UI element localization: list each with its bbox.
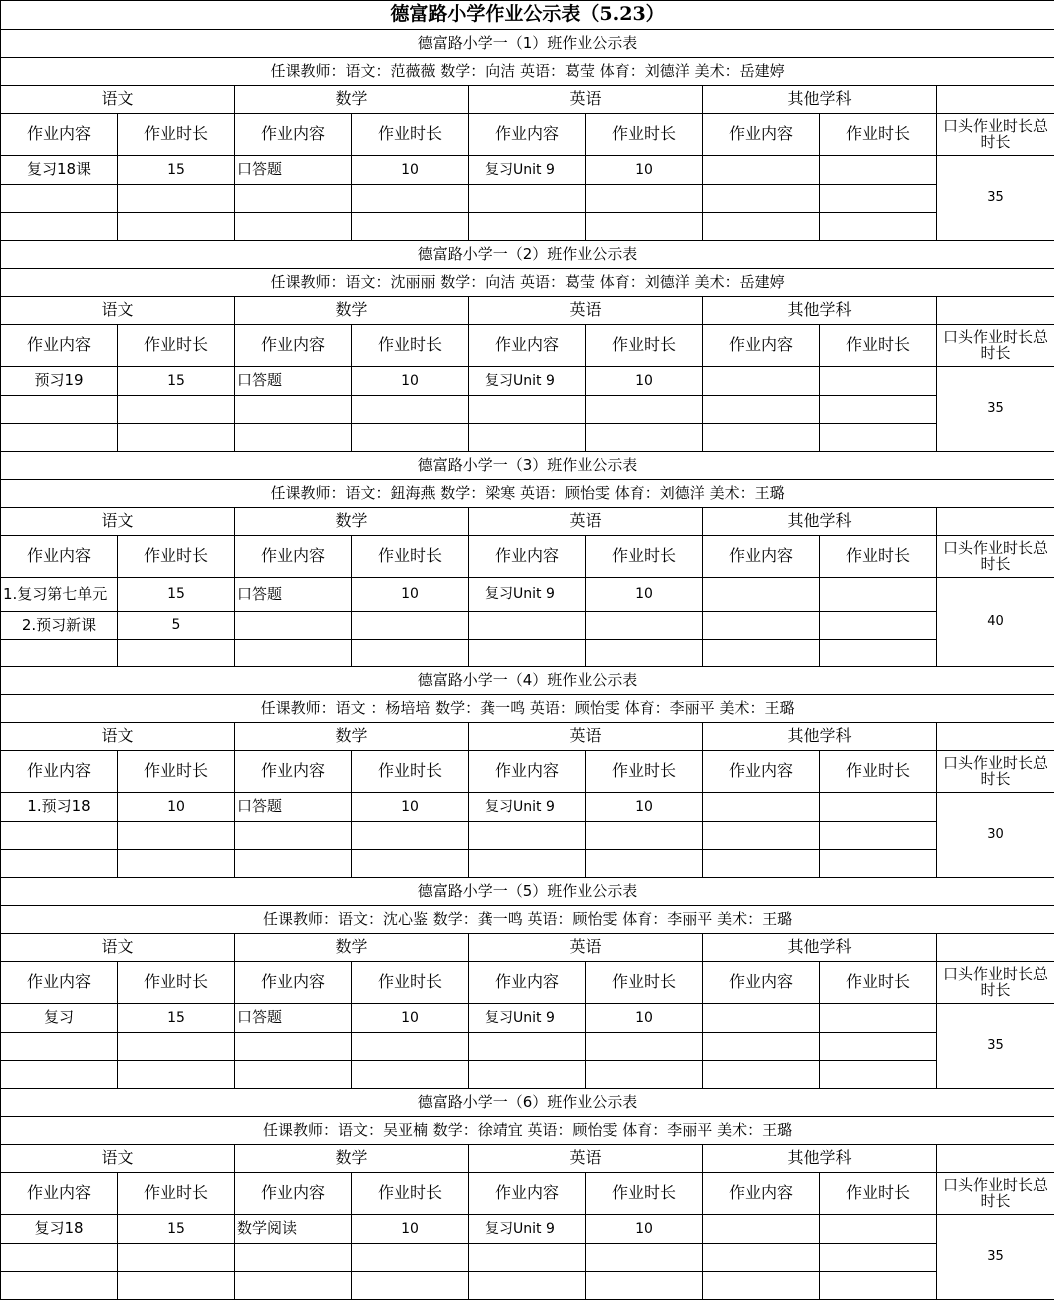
math-content — [235, 640, 352, 667]
page-title: 德富路小学作业公示表（5.23） — [1, 1, 1054, 30]
math-content — [235, 612, 352, 640]
math-duration: 10 — [352, 367, 469, 396]
math-duration: 10 — [352, 1004, 469, 1033]
teachers-line: 任课教师：语文：吴亚楠 数学：徐靖宜 英语：顾怡雯 体育：李丽平 美术：王璐 — [1, 1117, 1054, 1145]
table-row — [1, 640, 1054, 667]
col-oral-total-header: 口头作业时长总时长 — [937, 751, 1054, 793]
table-row — [1, 850, 1054, 878]
col-content-header: 作业内容 — [703, 536, 820, 578]
chinese-content — [1, 640, 118, 667]
class-name: 德富路小学一（1）班作业公示表 — [1, 30, 1054, 58]
chinese-duration — [118, 185, 235, 213]
subject-header: 英语 — [469, 297, 703, 325]
subject-header: 语文 — [1, 297, 235, 325]
other-content — [703, 1061, 820, 1089]
subject-header: 其他学科 — [703, 934, 937, 962]
math-content — [235, 185, 352, 213]
class-header-row — [1, 30, 1054, 58]
subject-header: 英语 — [469, 723, 703, 751]
class-name: 德富路小学一（2）班作业公示表 — [1, 241, 1054, 269]
table-row — [1, 1061, 1054, 1089]
english-content: 复习Unit 9 — [469, 367, 586, 396]
other-content — [703, 185, 820, 213]
teachers-line: 任课教师：语文：鈕海燕 数学：梁寒 英语：顾怡雯 体育：刘德洋 美术：王璐 — [1, 480, 1054, 508]
table-row — [1, 793, 1054, 822]
col-duration-header: 作业时长 — [820, 962, 937, 1004]
oral-total-value: 35 — [937, 1004, 1054, 1089]
other-duration — [820, 367, 937, 396]
col-content-header: 作业内容 — [469, 114, 586, 156]
chinese-content — [1, 213, 118, 241]
english-duration: 10 — [586, 793, 703, 822]
other-duration — [820, 213, 937, 241]
subject-header: 语文 — [1, 934, 235, 962]
english-duration — [586, 1061, 703, 1089]
math-content: 口答题 — [235, 367, 352, 396]
table-row — [1, 156, 1054, 185]
english-duration — [586, 1244, 703, 1272]
math-content — [235, 850, 352, 878]
english-content — [469, 640, 586, 667]
col-content-header: 作业内容 — [1, 962, 118, 1004]
math-duration — [352, 850, 469, 878]
col-duration-header: 作业时长 — [820, 114, 937, 156]
chinese-content — [1, 185, 118, 213]
other-duration — [820, 822, 937, 850]
col-duration-header: 作业时长 — [118, 962, 235, 1004]
other-duration — [820, 1061, 937, 1089]
other-content — [703, 367, 820, 396]
english-duration: 10 — [586, 1004, 703, 1033]
english-content: 复习Unit 9 — [469, 1004, 586, 1033]
chinese-duration — [118, 1272, 235, 1300]
col-duration-header: 作业时长 — [586, 536, 703, 578]
chinese-duration: 5 — [118, 612, 235, 640]
class-header-row — [1, 452, 1054, 480]
col-duration-header: 作业时长 — [586, 1173, 703, 1215]
col-content-header: 作业内容 — [469, 1173, 586, 1215]
col-content-header: 作业内容 — [703, 1173, 820, 1215]
other-content — [703, 1272, 820, 1300]
other-content — [703, 156, 820, 185]
col-content-header: 作业内容 — [703, 962, 820, 1004]
math-duration — [352, 424, 469, 452]
col-duration-header: 作业时长 — [352, 1173, 469, 1215]
teachers-line: 任课教师：语文 ：杨培培 数学：龚一鸣 英语：顾怡雯 体育：李丽平 美术：王璐 — [1, 695, 1054, 723]
col-content-header: 作业内容 — [469, 536, 586, 578]
subject-header: 数学 — [235, 508, 469, 536]
col-duration-header: 作业时长 — [118, 114, 235, 156]
other-content — [703, 1004, 820, 1033]
other-duration — [820, 1004, 937, 1033]
other-content — [703, 612, 820, 640]
chinese-duration — [118, 1033, 235, 1061]
english-duration: 10 — [586, 578, 703, 612]
math-duration: 10 — [352, 793, 469, 822]
chinese-content — [1, 1272, 118, 1300]
chinese-duration: 15 — [118, 1004, 235, 1033]
subject-header: 其他学科 — [703, 86, 937, 114]
subject-header-blank — [937, 508, 1054, 536]
table-row — [1, 1004, 1054, 1033]
english-content: 复习Unit 9 — [469, 793, 586, 822]
col-content-header: 作业内容 — [1, 325, 118, 367]
math-duration — [352, 640, 469, 667]
math-content: 口答题 — [235, 793, 352, 822]
english-duration — [586, 1272, 703, 1300]
chinese-duration: 15 — [118, 578, 235, 612]
chinese-duration: 15 — [118, 1215, 235, 1244]
table-row — [1, 185, 1054, 213]
class-header-row — [1, 667, 1054, 695]
english-content: 复习Unit 9 — [469, 578, 586, 612]
math-content: 数学阅读 — [235, 1215, 352, 1244]
col-duration-header: 作业时长 — [118, 751, 235, 793]
math-duration: 10 — [352, 578, 469, 612]
math-duration: 10 — [352, 156, 469, 185]
chinese-content — [1, 822, 118, 850]
subject-header: 英语 — [469, 1145, 703, 1173]
chinese-content: 1.预习18 — [1, 793, 118, 822]
col-content-header: 作业内容 — [235, 325, 352, 367]
other-duration — [820, 640, 937, 667]
other-content — [703, 1215, 820, 1244]
other-content — [703, 793, 820, 822]
subject-header: 其他学科 — [703, 297, 937, 325]
math-duration — [352, 822, 469, 850]
chinese-content — [1, 1033, 118, 1061]
col-content-header: 作业内容 — [1, 536, 118, 578]
english-duration — [586, 850, 703, 878]
subject-header: 数学 — [235, 723, 469, 751]
col-duration-header: 作业时长 — [586, 962, 703, 1004]
chinese-content — [1, 850, 118, 878]
english-content — [469, 396, 586, 424]
table-row — [1, 367, 1054, 396]
col-duration-header: 作业时长 — [820, 1173, 937, 1215]
subject-header: 英语 — [469, 934, 703, 962]
class-header-row — [1, 1089, 1054, 1117]
col-duration-header: 作业时长 — [118, 1173, 235, 1215]
english-content — [469, 185, 586, 213]
subject-header-blank — [937, 86, 1054, 114]
english-content: 复习Unit 9 — [469, 1215, 586, 1244]
math-duration — [352, 1244, 469, 1272]
english-duration — [586, 612, 703, 640]
math-content — [235, 424, 352, 452]
subject-header: 数学 — [235, 934, 469, 962]
subject-header: 数学 — [235, 297, 469, 325]
class-header-row — [1, 878, 1054, 906]
other-duration — [820, 396, 937, 424]
subject-header: 语文 — [1, 508, 235, 536]
subject-header: 语文 — [1, 723, 235, 751]
subject-header: 语文 — [1, 1145, 235, 1173]
english-duration — [586, 640, 703, 667]
col-duration-header: 作业时长 — [118, 325, 235, 367]
math-content — [235, 822, 352, 850]
subject-header: 其他学科 — [703, 1145, 937, 1173]
col-duration-header: 作业时长 — [352, 751, 469, 793]
col-duration-header: 作业时长 — [820, 751, 937, 793]
other-duration — [820, 1033, 937, 1061]
teachers-line: 任课教师：语文：范薇薇 数学：向洁 英语：葛莹 体育：刘德洋 美术：岳建婷 — [1, 58, 1054, 86]
math-duration: 10 — [352, 1215, 469, 1244]
class-header-row — [1, 241, 1054, 269]
col-content-header: 作业内容 — [469, 751, 586, 793]
other-content — [703, 822, 820, 850]
chinese-duration — [118, 1061, 235, 1089]
class-name: 德富路小学一（5）班作业公示表 — [1, 878, 1054, 906]
other-duration — [820, 1244, 937, 1272]
oral-total-value: 30 — [937, 793, 1054, 878]
col-content-header: 作业内容 — [703, 751, 820, 793]
subject-header: 其他学科 — [703, 508, 937, 536]
english-duration — [586, 1033, 703, 1061]
math-content — [235, 1272, 352, 1300]
other-duration — [820, 578, 937, 612]
class-name: 德富路小学一（6）班作业公示表 — [1, 1089, 1054, 1117]
english-duration — [586, 213, 703, 241]
class-name: 德富路小学一（3）班作业公示表 — [1, 452, 1054, 480]
col-content-header: 作业内容 — [703, 325, 820, 367]
math-content — [235, 213, 352, 241]
other-content — [703, 396, 820, 424]
other-duration — [820, 185, 937, 213]
table-row — [1, 1272, 1054, 1300]
subject-header-blank — [937, 1145, 1054, 1173]
table-row — [1, 578, 1054, 612]
col-duration-header: 作业时长 — [586, 325, 703, 367]
math-duration — [352, 185, 469, 213]
col-content-header: 作业内容 — [235, 1173, 352, 1215]
table-row — [1, 213, 1054, 241]
col-content-header: 作业内容 — [703, 114, 820, 156]
chinese-content: 预习19 — [1, 367, 118, 396]
english-duration: 10 — [586, 367, 703, 396]
table-row — [1, 1244, 1054, 1272]
col-content-header: 作业内容 — [469, 962, 586, 1004]
table-row — [1, 822, 1054, 850]
teachers-line: 任课教师：语文：沈心鉴 数学：龚一鸣 英语：顾怡雯 体育：李丽平 美术：王璐 — [1, 906, 1054, 934]
math-content — [235, 1033, 352, 1061]
math-duration — [352, 612, 469, 640]
col-content-header: 作业内容 — [1, 114, 118, 156]
english-content — [469, 1061, 586, 1089]
col-content-header: 作业内容 — [469, 325, 586, 367]
english-content — [469, 612, 586, 640]
other-duration — [820, 793, 937, 822]
chinese-duration — [118, 424, 235, 452]
chinese-content — [1, 1244, 118, 1272]
table-row — [1, 612, 1054, 640]
english-content: 复习Unit 9 — [469, 156, 586, 185]
math-content: 口答题 — [235, 578, 352, 612]
subject-header-blank — [937, 723, 1054, 751]
subject-header-blank — [937, 934, 1054, 962]
chinese-duration — [118, 822, 235, 850]
chinese-duration — [118, 850, 235, 878]
english-duration — [586, 822, 703, 850]
english-content — [469, 1244, 586, 1272]
col-content-header: 作业内容 — [235, 751, 352, 793]
math-duration — [352, 213, 469, 241]
math-content — [235, 396, 352, 424]
table-row — [1, 1033, 1054, 1061]
col-oral-total-header: 口头作业时长总时长 — [937, 536, 1054, 578]
col-oral-total-header: 口头作业时长总时长 — [937, 962, 1054, 1004]
other-duration — [820, 424, 937, 452]
col-content-header: 作业内容 — [235, 536, 352, 578]
col-duration-header: 作业时长 — [586, 114, 703, 156]
col-oral-total-header: 口头作业时长总时长 — [937, 114, 1054, 156]
other-content — [703, 850, 820, 878]
col-oral-total-header: 口头作业时长总时长 — [937, 1173, 1054, 1215]
chinese-duration — [118, 213, 235, 241]
math-duration — [352, 1033, 469, 1061]
english-content — [469, 822, 586, 850]
col-duration-header: 作业时长 — [820, 325, 937, 367]
col-duration-header: 作业时长 — [352, 325, 469, 367]
other-duration — [820, 1215, 937, 1244]
english-duration — [586, 396, 703, 424]
col-duration-header: 作业时长 — [352, 114, 469, 156]
chinese-duration — [118, 396, 235, 424]
english-content — [469, 424, 586, 452]
oral-total-value: 35 — [937, 156, 1054, 241]
col-duration-header: 作业时长 — [586, 751, 703, 793]
other-content — [703, 424, 820, 452]
other-content — [703, 578, 820, 612]
oral-total-value: 35 — [937, 367, 1054, 452]
chinese-duration: 15 — [118, 156, 235, 185]
english-content — [469, 1033, 586, 1061]
subject-header-blank — [937, 297, 1054, 325]
chinese-content: 复习18课 — [1, 156, 118, 185]
teachers-line: 任课教师：语文：沈丽丽 数学：向洁 英语：葛莹 体育：刘德洋 美术：岳建婷 — [1, 269, 1054, 297]
col-content-header: 作业内容 — [1, 751, 118, 793]
math-content: 口答题 — [235, 1004, 352, 1033]
other-duration — [820, 850, 937, 878]
math-content — [235, 1061, 352, 1089]
oral-total-value: 35 — [937, 1215, 1054, 1300]
chinese-duration — [118, 640, 235, 667]
col-content-header: 作业内容 — [235, 114, 352, 156]
col-duration-header: 作业时长 — [118, 536, 235, 578]
oral-total-value: 40 — [937, 578, 1054, 667]
subject-header: 数学 — [235, 1145, 469, 1173]
math-duration — [352, 396, 469, 424]
class-name: 德富路小学一（4）班作业公示表 — [1, 667, 1054, 695]
subject-header: 语文 — [1, 86, 235, 114]
other-duration — [820, 1272, 937, 1300]
math-content: 口答题 — [235, 156, 352, 185]
subject-header: 英语 — [469, 508, 703, 536]
subject-header: 英语 — [469, 86, 703, 114]
col-content-header: 作业内容 — [1, 1173, 118, 1215]
english-content — [469, 213, 586, 241]
math-duration — [352, 1272, 469, 1300]
table-row — [1, 1215, 1054, 1244]
chinese-content — [1, 1061, 118, 1089]
other-duration — [820, 612, 937, 640]
chinese-content: 复习18 — [1, 1215, 118, 1244]
chinese-duration: 15 — [118, 367, 235, 396]
col-duration-header: 作业时长 — [820, 536, 937, 578]
other-content — [703, 1244, 820, 1272]
other-content — [703, 213, 820, 241]
chinese-content: 2.预习新课 — [1, 612, 118, 640]
math-content — [235, 1244, 352, 1272]
other-content — [703, 1033, 820, 1061]
other-content — [703, 640, 820, 667]
chinese-content: 复习 — [1, 1004, 118, 1033]
english-content — [469, 850, 586, 878]
chinese-duration: 10 — [118, 793, 235, 822]
chinese-content — [1, 396, 118, 424]
other-duration — [820, 156, 937, 185]
table-row — [1, 424, 1054, 452]
chinese-content — [1, 424, 118, 452]
english-duration: 10 — [586, 1215, 703, 1244]
english-duration: 10 — [586, 156, 703, 185]
chinese-content: 1.复习第七单元 — [1, 578, 118, 612]
math-duration — [352, 1061, 469, 1089]
table-row — [1, 396, 1054, 424]
chinese-duration — [118, 1244, 235, 1272]
english-duration — [586, 424, 703, 452]
col-oral-total-header: 口头作业时长总时长 — [937, 325, 1054, 367]
english-content — [469, 1272, 586, 1300]
col-content-header: 作业内容 — [235, 962, 352, 1004]
col-duration-header: 作业时长 — [352, 962, 469, 1004]
subject-header: 其他学科 — [703, 723, 937, 751]
col-duration-header: 作业时长 — [352, 536, 469, 578]
english-duration — [586, 185, 703, 213]
subject-header: 数学 — [235, 86, 469, 114]
